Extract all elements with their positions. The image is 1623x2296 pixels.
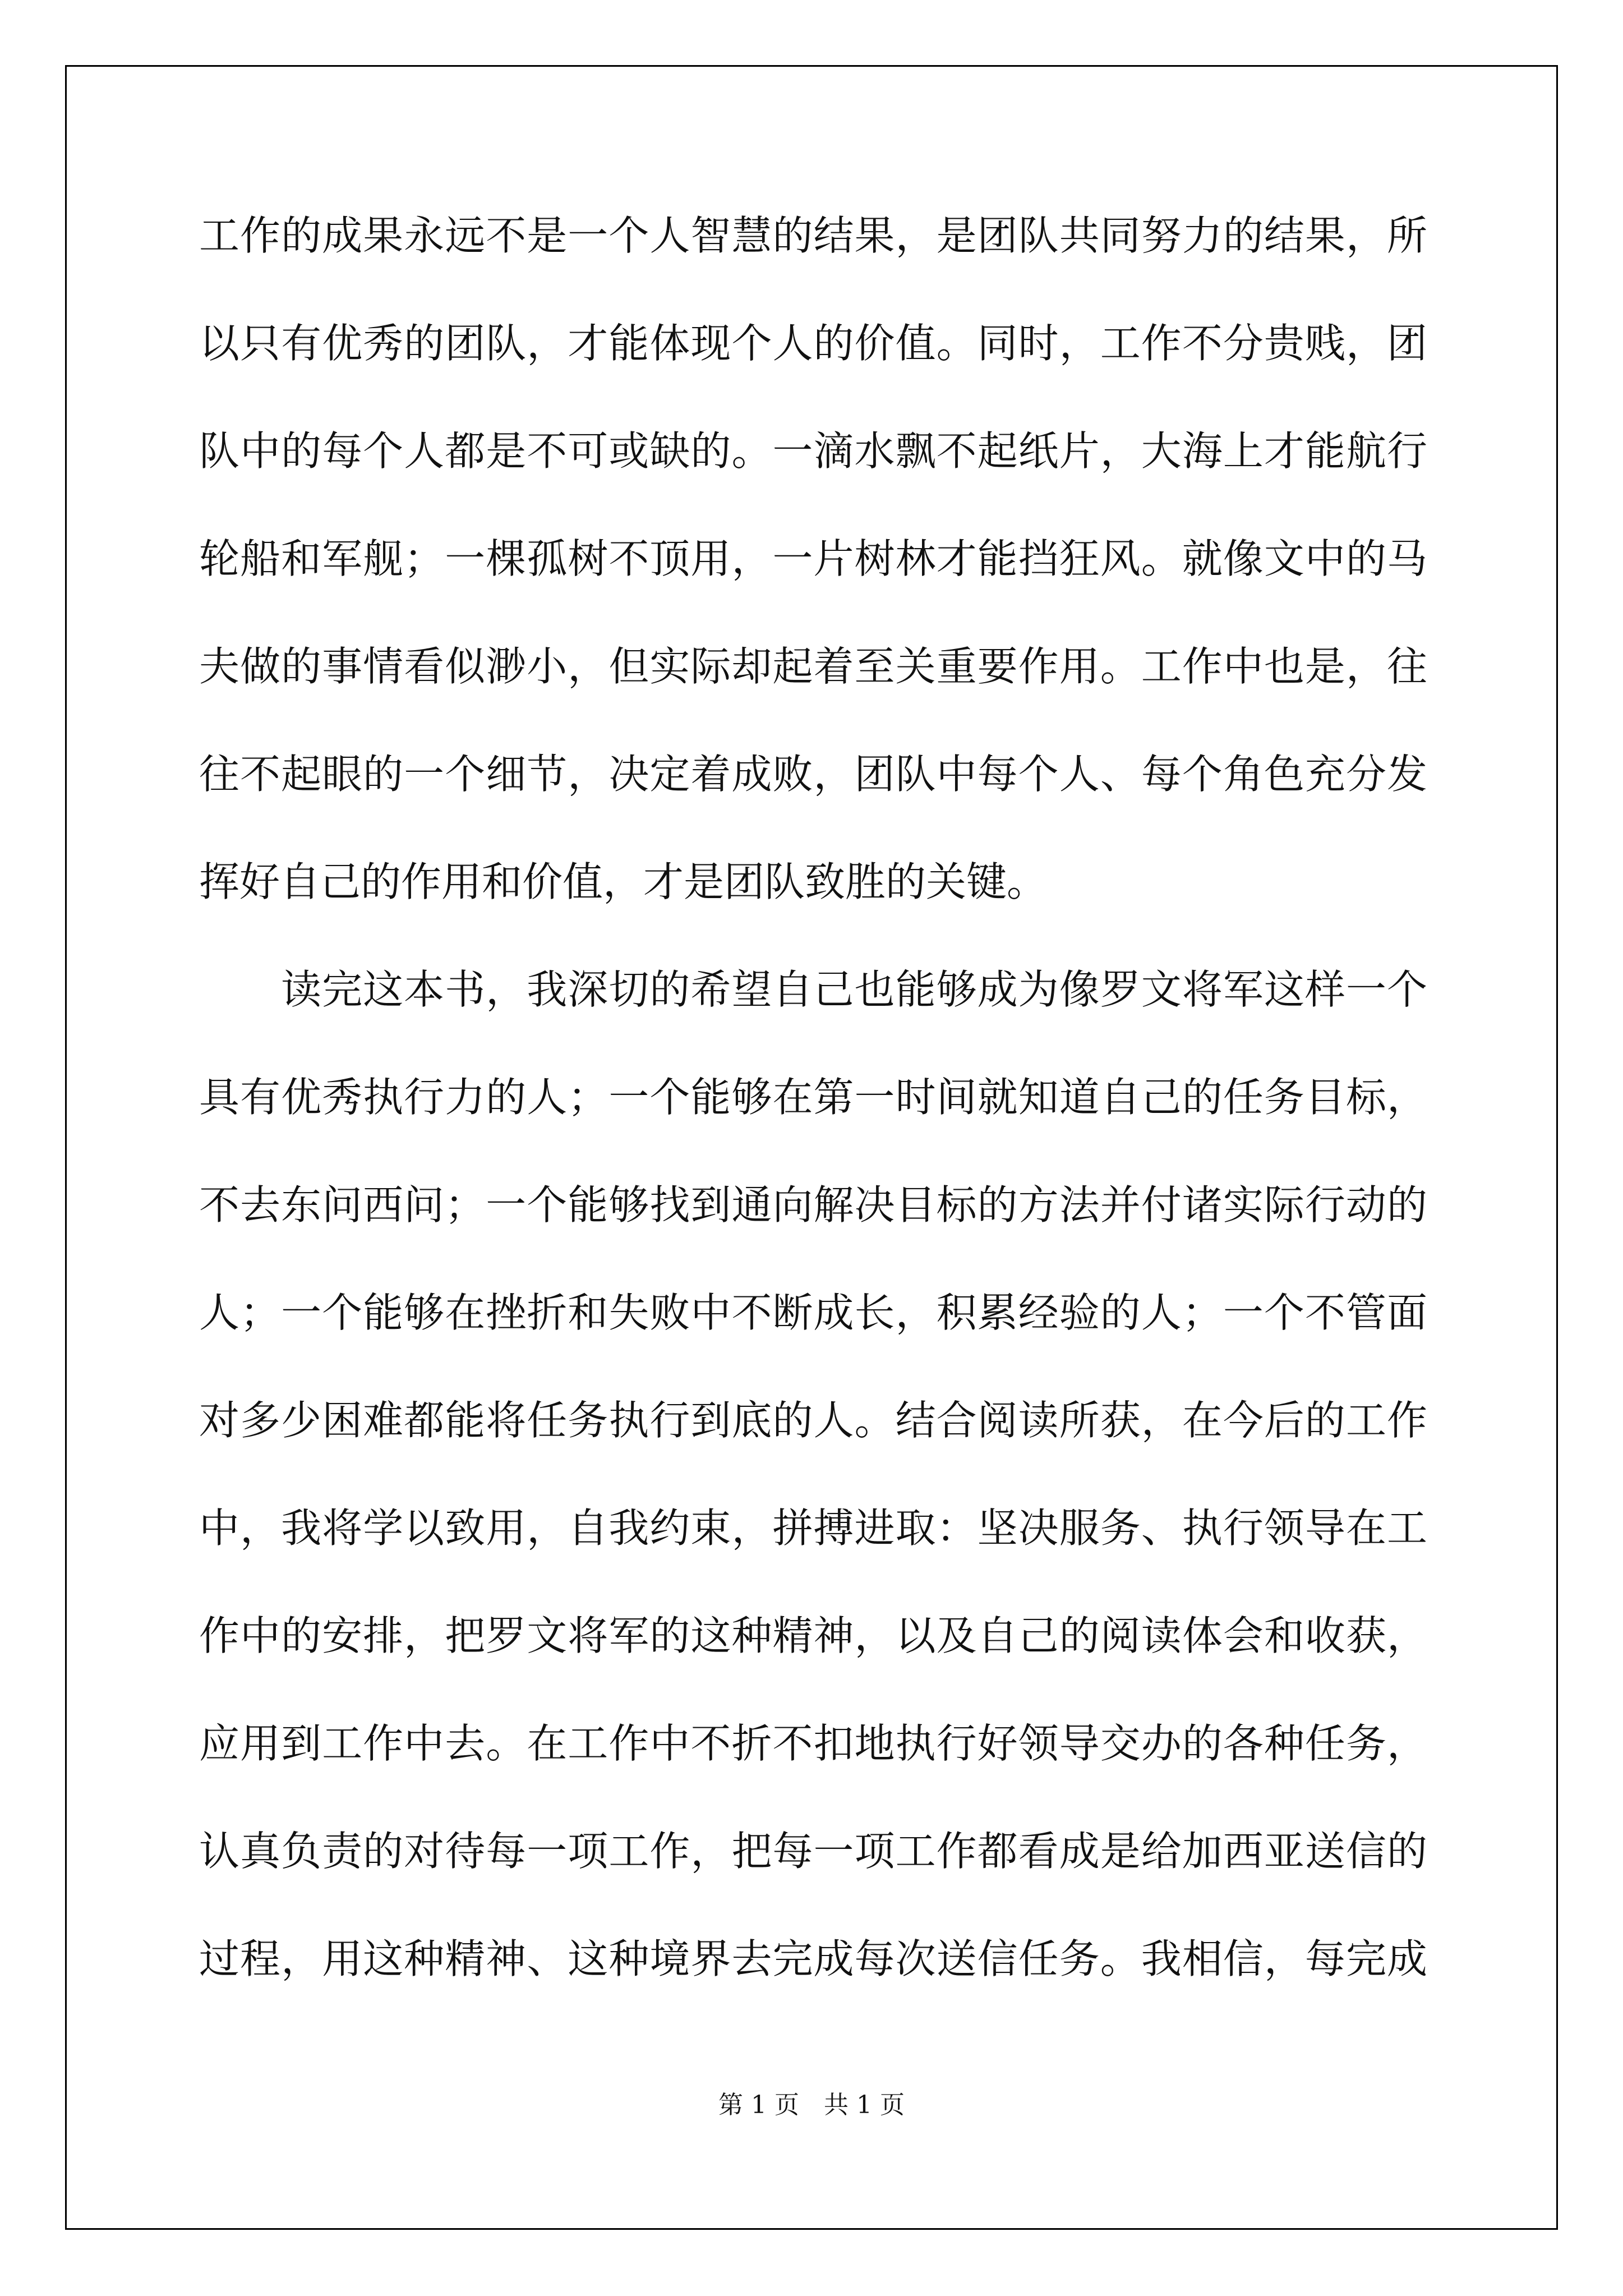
body-text-line: 人；一个能够在挫折和失败中不断成长，积累经验的人；一个不管面 xyxy=(199,1289,1427,1336)
body-text-line: 作中的安排，把罗文将军的这种精神，以及自己的阅读体会和收获， xyxy=(199,1612,1427,1659)
body-text-line: 轮船和军舰；一棵孤树不顶用，一片树林才能挡狂风。就像文中的马 xyxy=(199,535,1427,582)
body-text-line: 工作的成果永远不是一个人智慧的结果，是团队共同努力的结果，所 xyxy=(199,212,1427,259)
body-text-line: 具有优秀执行力的人；一个能够在第一时间就知道自己的任务目标， xyxy=(199,1074,1427,1121)
body-text-line: 对多少困难都能将任务执行到底的人。结合阅读所获，在今后的工作 xyxy=(199,1397,1427,1444)
body-text-line: 夫做的事情看似渺小，但实际却起着至关重要作用。工作中也是，往 xyxy=(199,643,1427,690)
page-border xyxy=(65,65,1558,2230)
body-text-line: 读完这本书，我深切的希望自己也能够成为像罗文将军这样一个 xyxy=(199,966,1427,1013)
body-text-line: 队中的每个人都是不可或缺的。一滴水飘不起纸片，大海上才能航行 xyxy=(199,427,1427,475)
body-text-line: 认真负责的对待每一项工作，把每一项工作都看成是给加西亚送信的 xyxy=(199,1828,1427,1875)
body-text-line: 往不起眼的一个细节，决定着成败，团队中每个人、每个角色充分发 xyxy=(199,751,1427,798)
page-footer: 第 1 页 共 1 页 xyxy=(718,2091,905,2119)
body-text-line: 不去东问西问；一个能够找到通向解决目标的方法并付诸实际行动的 xyxy=(199,1181,1427,1228)
body-text-line: 过程，用这种精神、这种境界去完成每次送信任务。我相信，每完成 xyxy=(199,1935,1427,1982)
body-text-line: 中，我将学以致用，自我约束，拼搏进取：坚决服务、执行领导在工 xyxy=(199,1504,1427,1552)
body-text-line: 应用到工作中去。在工作中不折不扣地执行好领导交办的各种任务， xyxy=(199,1720,1427,1767)
body-text-line: 挥好自己的作用和价值，才是团队致胜的关键。 xyxy=(199,858,1048,905)
body-text-line: 以只有优秀的团队，才能体现个人的价值。同时，工作不分贵贱，团 xyxy=(199,320,1427,367)
